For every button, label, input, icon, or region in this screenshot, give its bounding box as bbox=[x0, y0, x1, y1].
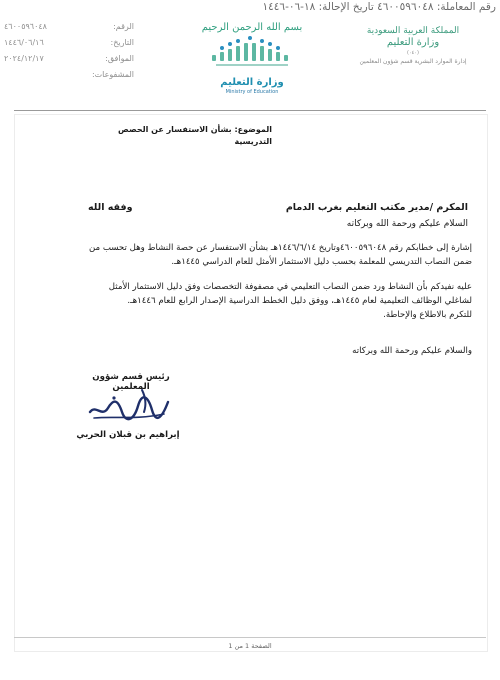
letter-wishes: وفقه الله bbox=[88, 202, 133, 213]
region-code: (٠٤٠) bbox=[407, 50, 419, 56]
paragraph-line: إشارة إلى خطابكم رقم ٤٦٠٠٥٩٦٠٤٨وتاريخ ١٤٤٦/٦/١٤هـ بشأن الاستفسار عن حصة النشاط وهل تحسب من bbox=[88, 243, 472, 253]
subject-line-2: التدريسية bbox=[234, 137, 272, 146]
signatory-title: رئيس قسم شؤون المعلمين bbox=[92, 372, 170, 392]
letter-addressee: المكرم /مدير مكتب التعليم بغرب الدمام bbox=[285, 202, 468, 213]
meta-number-label: الرقم: bbox=[113, 22, 134, 31]
footer-divider bbox=[14, 637, 486, 638]
meta-gregorian-label: الموافق: bbox=[105, 54, 134, 63]
ministry-name-right: وزارة التعليم bbox=[386, 37, 440, 48]
ministry-name-english: Ministry of Education bbox=[225, 89, 279, 95]
meta-attachments-label: المشفوعات: bbox=[91, 70, 134, 79]
header-divider bbox=[14, 110, 486, 111]
meta-date bbox=[4, 38, 134, 52]
paragraph-reference bbox=[32, 241, 472, 269]
paragraph-line: عليه نفيدكم بأن النشاط ورد ضمن النصاب التعليمي في مصفوفة التخصصات وفق دليل الاستثمار الأمثل bbox=[108, 282, 472, 292]
paragraph-line: للتكرم بالاطلاع والإحاطة. bbox=[383, 310, 472, 320]
paragraph-line: لشاغلي الوظائف التعليمية لعام ١٤٤٥هـ، ووفق دليل الخطط الدراسية الإصدار الرابع للعام ١٤٤٦هـ. bbox=[127, 296, 472, 306]
ministry-logo-icon bbox=[198, 33, 306, 71]
letter-greeting: السلام عليكم ورحمة الله وبركاته bbox=[346, 219, 468, 229]
meta-date-value: ١٤٤٦/٠٦/١٦ bbox=[4, 38, 44, 47]
meta-date-label: التاريخ: bbox=[110, 38, 134, 47]
basmala: بسم الله الرحمن الرحيم bbox=[201, 22, 303, 33]
page-number: الصفحة 1 من 1 bbox=[228, 642, 272, 650]
meta-attachments bbox=[4, 70, 134, 84]
letter-closing: والسلام عليكم ورحمة الله وبركاته bbox=[352, 346, 472, 356]
ministry-header bbox=[198, 22, 306, 95]
paragraph-line: ضمن النصاب التدريسي للمعلمة بحسب دليل الاستثمار الأمثل للعام الدراسي ١٤٤٥هـ. bbox=[171, 257, 472, 267]
meta-number-value: ٤٦٠٠٥٩٦٠٤٨ bbox=[4, 22, 47, 31]
subject-line-1: الموضوع: بشأن الاستفسار عن الحصص bbox=[118, 125, 272, 134]
handwritten-signature bbox=[84, 382, 174, 428]
meta-gregorian-value: ٢٠٢٤/١٢/١٧ bbox=[4, 54, 44, 63]
ministry-name-arabic: وزارة التعليم bbox=[220, 77, 284, 88]
kingdom-header bbox=[338, 26, 488, 65]
letter-subject bbox=[102, 124, 272, 148]
paragraph-response bbox=[32, 280, 472, 322]
transaction-reference: رقم المعاملة: ٤٦٠٠٥٩٦٠٤٨ تاريخ الإحالة: ١٨-٠٦-١٤٤٦ bbox=[262, 1, 496, 13]
signatory-name: إبراهيم بن قبلان الحربي bbox=[76, 430, 180, 440]
department-name: إدارة الموارد البشرية قسم شؤون المعلمين bbox=[359, 58, 467, 65]
meta-gregorian-date bbox=[4, 54, 134, 68]
kingdom-name: المملكة العربية السعودية bbox=[366, 26, 460, 36]
meta-number bbox=[4, 22, 134, 36]
